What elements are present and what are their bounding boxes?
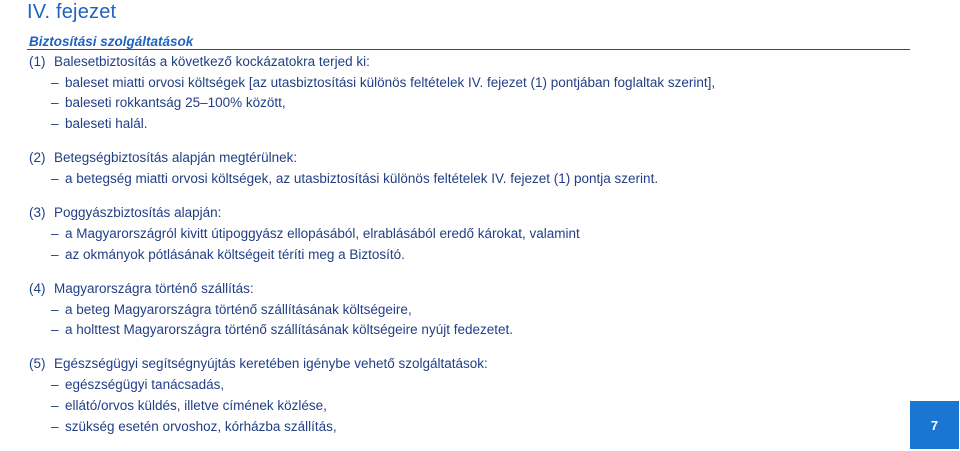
- dash-marker: –: [51, 377, 59, 393]
- section-divider: [27, 49, 910, 50]
- dash-marker: –: [51, 301, 59, 317]
- item-heading: Egészségügyi segítségnyújtás keretében igénybe vehető szolgáltatások:: [54, 356, 488, 372]
- dash-marker: –: [51, 225, 59, 241]
- item-heading: Poggyászbiztosítás alapján:: [54, 205, 222, 221]
- bullet-text: a holttest Magyarországra történő szállításának költségeire nyújt fedezetet.: [65, 322, 513, 338]
- bullet-line: [29, 396, 899, 417]
- document-body: [29, 52, 899, 451]
- section-title: Biztosítási szolgáltatások: [29, 34, 194, 49]
- bullet-line: [29, 169, 899, 190]
- list-item-4: [29, 279, 899, 341]
- item-number: (5): [29, 356, 46, 372]
- dash-marker: –: [51, 74, 59, 90]
- bullet-line: [29, 320, 899, 341]
- dash-marker: –: [51, 322, 59, 338]
- page-number: 7: [930, 417, 939, 433]
- dash-marker: –: [51, 116, 59, 132]
- bullet-line: [29, 375, 899, 396]
- list-item-1: [29, 52, 899, 135]
- dash-marker: –: [51, 171, 59, 187]
- item-heading: Betegségbiztosítás alapján megtérülnek:: [54, 150, 298, 166]
- bullet-text: egészségügyi tanácsadás,: [65, 377, 225, 393]
- bullet-text: szükség esetén orvoshoz, kórházba szállítás,: [65, 418, 337, 434]
- item-heading: Balesetbiztosítás a következő kockázatokra terjed ki:: [54, 54, 370, 69]
- bullet-line: [29, 245, 899, 266]
- item-number: (2): [29, 150, 46, 166]
- item-number: (1): [29, 54, 46, 69]
- item-number: (3): [29, 205, 46, 221]
- bullet-text: ellátó/orvos küldés, illetve címének közlése,: [65, 397, 327, 413]
- bullet-line: [29, 73, 899, 94]
- bullet-text: baleseti halál.: [65, 116, 148, 132]
- bullet-line: [29, 114, 899, 135]
- bullet-text: a betegség miatti orvosi költségek, az utasbiztosítási különös feltételek IV. fejezet (1) pontja szerint.: [65, 171, 659, 187]
- list-item-5: [29, 354, 899, 437]
- chapter-title: IV. fejezet: [27, 1, 117, 23]
- bullet-line: [29, 93, 899, 114]
- list-item-2: [29, 148, 899, 189]
- item-heading: Magyarországra történő szállítás:: [54, 280, 254, 296]
- dash-marker: –: [51, 246, 59, 262]
- dash-marker: –: [51, 418, 59, 434]
- bullet-text: baleset miatti orvosi költségek [az utasbiztosítási különös feltételek IV. fejezet (1) pontjában foglaltak szerint],: [65, 74, 716, 90]
- dash-marker: –: [51, 397, 59, 413]
- bullet-line: [29, 224, 899, 245]
- bullet-line: [29, 300, 899, 321]
- bullet-line: [29, 417, 899, 438]
- bullet-text: baleseti rokkantság 25–100% között,: [65, 95, 286, 111]
- dash-marker: –: [51, 95, 59, 111]
- item-number: (4): [29, 280, 46, 296]
- bullet-text: az okmányok pótlásának költségeit téríti meg a Biztosító.: [65, 246, 405, 262]
- bullet-text: a Magyarországról kivitt útipoggyász ellopásából, elrablásából eredő károkat, valamint: [65, 225, 580, 241]
- list-item-3: [29, 203, 899, 265]
- page-number-badge: [910, 401, 959, 449]
- bullet-text: a beteg Magyarországra történő szállításának költségeire,: [65, 301, 412, 317]
